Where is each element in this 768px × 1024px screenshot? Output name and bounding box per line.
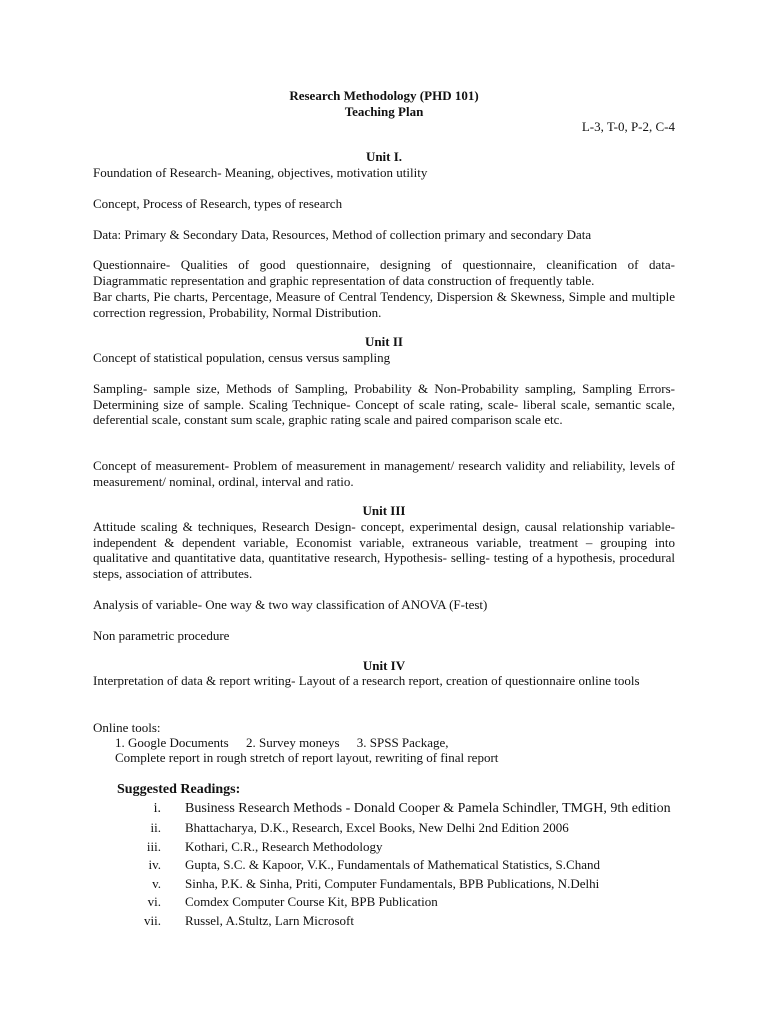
document-subtitle: Teaching Plan <box>344 104 424 119</box>
reading-text: Sinha, P.K. & Sinha, Priti, Computer Fundamentals, BPB Publications, N.Delhi <box>185 875 600 891</box>
reading-item <box>117 894 675 910</box>
reading-text: Comdex Computer Course Kit, BPB Publication <box>185 894 438 909</box>
unit-2-heading: Unit II <box>365 334 403 349</box>
reading-number: v. <box>152 875 161 891</box>
unit-1-paragraph: Data: Primary & Secondary Data, Resources, Method of collection primary and secondary Data <box>93 227 592 242</box>
unit-2-paragraph: Sampling- sample size, Methods of Sampling, Probability & Non-Probability sampling, Sampling Errors- Determining size of sample. Scaling Technique- Concept of scale rating, scale- liberal scale, semantic scale, deferential scale, constant sum scale, graphic rating scale and paired comparison scale etc. <box>93 381 675 427</box>
unit-1-paragraph: Questionnaire- Qualities of good questionnaire, designing of questionnaire, cleanification of data- Diagrammatic representation and graphic representation of data construction of frequently table. <box>93 257 675 288</box>
readings-heading: Suggested Readings: <box>117 782 241 797</box>
reading-text: Bhattacharya, D.K., Research, Excel Books, New Delhi 2nd Edition 2006 <box>185 820 569 835</box>
reading-text: Kothari, C.R., Research Methodology <box>185 838 383 854</box>
unit-3-paragraph: Attitude scaling & techniques, Research Design- concept, experimental design, causal relationship variable- independent & dependent variable, Economist variable, extraneous variable, treatment – grouping into qualitative and quantitative data, quantitative research, Hypothesis- selling- testing of a hypothesis, procedural steps, association of attributes. <box>93 519 675 581</box>
reading-item <box>117 839 675 855</box>
reading-number: vii. <box>144 912 161 928</box>
reading-item <box>117 876 675 892</box>
tool-item: 1. Google Documents <box>115 735 229 750</box>
credits-line: L-3, T-0, P-2, C-4 <box>581 119 675 134</box>
unit-2-paragraph: Concept of statistical population, census versus sampling <box>93 350 391 365</box>
unit-4-heading: Unit IV <box>362 658 406 673</box>
reading-item <box>117 857 675 873</box>
reading-number: vi. <box>147 894 161 909</box>
reading-number: iv. <box>148 857 161 872</box>
document-title: Research Methodology (PHD 101) <box>289 88 479 103</box>
unit-1-paragraph: Foundation of Research- Meaning, objectives, motivation utility <box>93 165 428 180</box>
reading-text: Business Research Methods - Donald Cooper & Pamela Schindler, TMGH, 9th edition <box>185 801 671 816</box>
reading-item <box>117 800 675 817</box>
unit-1-paragraph: Bar charts, Pie charts, Percentage, Measure of Central Tendency, Dispersion & Skewness, Simple and multiple correction regression, Probability, Normal Distribution. <box>93 289 675 320</box>
unit-1-paragraph: Concept, Process of Research, types of research <box>93 196 343 211</box>
unit-4-paragraph: Interpretation of data & report writing- Layout of a research report, creation of questionnaire online tools <box>93 673 640 688</box>
report-note: Complete report in rough stretch of report layout, rewriting of final report <box>115 750 499 765</box>
tool-item: 3. SPSS Package, <box>356 735 449 750</box>
unit-2-paragraph: Concept of measurement- Problem of measurement in management/ research validity and reliability, levels of measurement/ nominal, ordinal, interval and ratio. <box>93 458 675 489</box>
reading-number: ii. <box>150 820 161 835</box>
reading-text: Russel, A.Stultz, Larn Microsoft <box>185 912 354 928</box>
readings-list <box>117 800 675 931</box>
reading-text: Gupta, S.C. & Kapoor, V.K., Fundamentals of Mathematical Statistics, S.Chand <box>185 857 600 872</box>
unit-3-heading: Unit III <box>362 503 406 518</box>
unit-3-paragraph: Non parametric procedure <box>93 628 230 643</box>
reading-number: i. <box>153 801 161 816</box>
online-tools-label: Online tools: <box>93 720 161 735</box>
reading-item <box>117 820 675 836</box>
reading-number: iii. <box>146 838 161 854</box>
tool-item: 2. Survey moneys <box>245 735 340 750</box>
reading-item <box>117 913 675 929</box>
unit-3-paragraph: Analysis of variable- One way & two way classification of ANOVA (F-test) <box>93 597 488 612</box>
online-tools-list <box>115 735 463 751</box>
unit-1-heading: Unit I. <box>365 149 403 164</box>
